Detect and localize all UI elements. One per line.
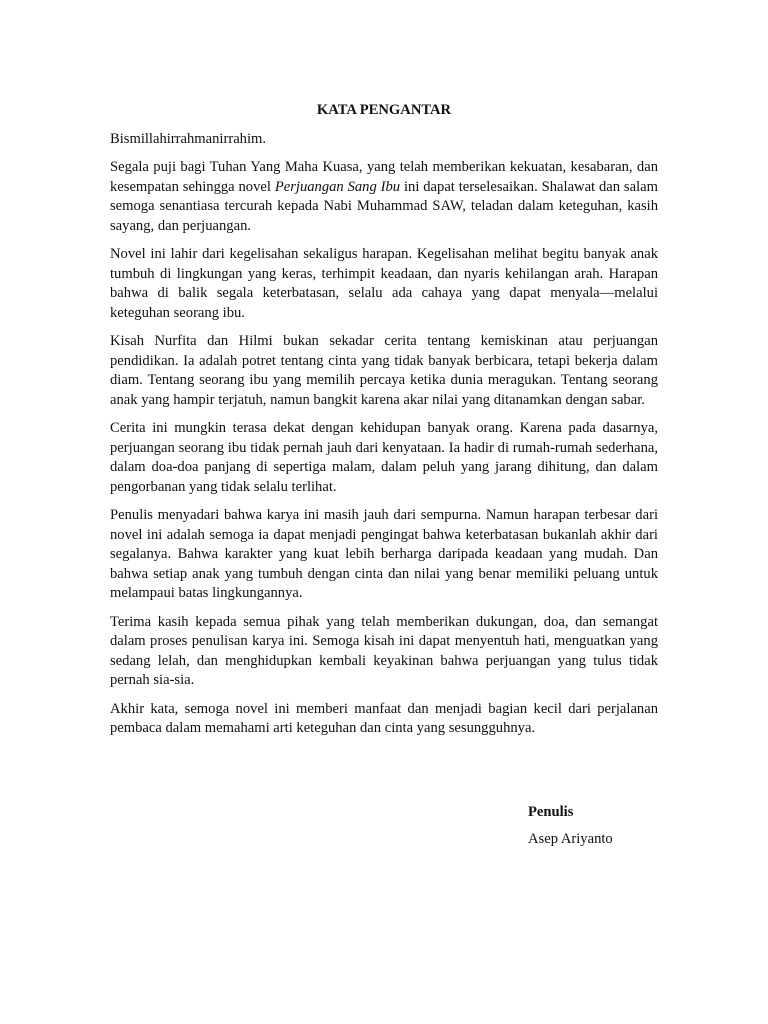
- paragraph-7: Akhir kata, semoga novel ini memberi manfaat dan menjadi bagian kecil dari perjalanan pembaca dalam memahami arti keteguhan dan cinta yang sesungguhnya.: [110, 700, 658, 736]
- signature-block: [528, 803, 613, 849]
- paragraph-2: Novel ini lahir dari kegelisahan sekaligus harapan. Kegelisahan melihat begitu banyak anak tumbuh di lingkungan yang keras, terhimpit keadaan, dan nyaris kehilangan arah. Harapan bahwa di balik segala keterbatasan, selalu ada cahaya yang dapat menyala—melalui keteguhan seorang ibu.: [110, 246, 658, 321]
- signature-role: Penulis: [528, 804, 574, 820]
- paragraph-6: Terima kasih kepada semua pihak yang telah memberikan dukungan, doa, dan semangat dalam proses penulisan karya ini. Semoga kisah ini dapat menyentuh hati, menguatkan yang sedang lelah, dan menghidupkan kembali keyakinan bahwa perjuangan yang tulus tidak pernah sia-sia.: [110, 613, 658, 688]
- signature-name: Asep Ariyanto: [528, 830, 613, 847]
- opening-line: Bismillahirrahmanirrahim.: [110, 130, 267, 147]
- page-title: KATA PENGANTAR: [316, 102, 452, 118]
- paragraph-3: Kisah Nurfita dan Hilmi bukan sekadar cerita tentang kemiskinan atau perjuangan pendidikan. Ia adalah potret tentang cinta yang tidak banyak berbicara, tetapi bekerja dalam diam. Tentang seorang ibu yang memilih percaya ketika dunia meragukan. Tentang seorang anak yang hampir terjatuh, namun bangkit karena akar nilai yang ditanamkan dengan sabar.: [110, 333, 658, 408]
- paragraph-1-text-before: Segala puji bagi Tuhan Yang Maha Kuasa, yang telah memberikan kekuatan, kesabaran, dan kesempatan sehingga novel: [110, 159, 658, 195]
- paragraph-1: [110, 158, 658, 236]
- paragraph-1-text-after: ini dapat terselesaikan. Shalawat dan salam semoga senantiasa tercurah kepada Nabi Muhammad SAW, teladan dalam keteguhan, kasih sayang, dan perjuangan.: [110, 178, 658, 234]
- paragraph-5: Penulis menyadari bahwa karya ini masih jauh dari sempurna. Namun harapan terbesar dari novel ini adalah semoga ia dapat menjadi pengingat bahwa keterbatasan bukanlah akhir dari segalanya. Bahwa karakter yang kuat lebih berharga daripada keadaan yang mudah. Dan bahwa setiap anak yang tumbuh dengan cinta dan nilai yang benar memiliki peluang untuk melampaui batas lingkungannya.: [110, 507, 658, 601]
- document-body: [110, 101, 658, 748]
- novel-title: Perjuangan Sang Ibu: [274, 178, 401, 195]
- paragraph-4: Cerita ini mungkin terasa dekat dengan kehidupan banyak orang. Karena pada dasarnya, perjuangan seorang ibu tidak pernah jauh dari kenyataan. Ia hadir di rumah-rumah sederhana, dalam doa-doa panjang di sepertiga malam, dalam peluh yang jarang dihitung, dan dalam pengorbanan yang tidak selalu terlihat.: [110, 420, 658, 495]
